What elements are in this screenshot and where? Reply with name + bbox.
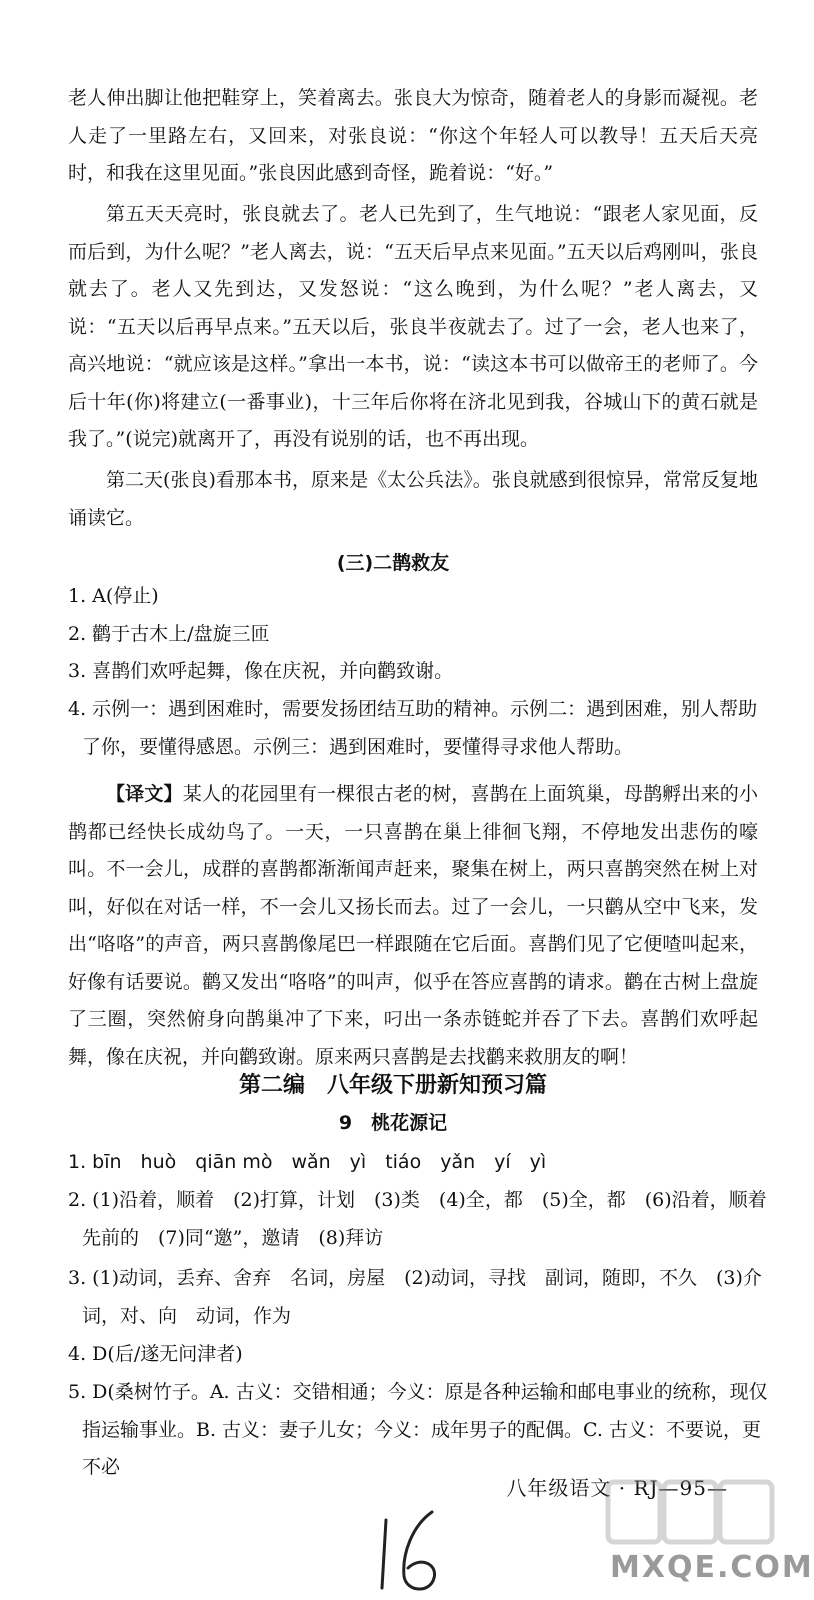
lesson-heading: 9 桃花源记 (338, 1112, 448, 1134)
translation-block (68, 776, 758, 1076)
translation-paragraph-1: 老人伸出脚让他把鞋穿上，笑着离去。张良大为惊奇，随着老人的身影而凝视。老人走了一里路左右，又回来，对张良说：“你这个年轻人可以教导！五天后天亮时，和我在这里见面。”张良因此感到奇怪，跪着说：“好。” (68, 87, 758, 184)
page-footer: 八年级语文 · RJ—95— (506, 1476, 728, 1500)
translation-tag: 【译文】 (106, 783, 183, 805)
lesson-answer-3: 3. (1)动词，丢弃、舍弃 名词，房屋 (2)动词，寻找 副词，随即，不久 (3)介词，对、向 动词，作为 (68, 1267, 762, 1327)
lesson-answer-1: 1. bīn huò qiān mò wǎn yì tiáo yǎn yí yì (68, 1151, 547, 1173)
section-heading-erque-jiuyou: (三)二鹊救友 (336, 552, 450, 574)
answer-item-2: 2. 鹳于古木上/盘旋三匝 (68, 623, 270, 645)
handwritten-page-number (372, 1506, 452, 1596)
translation-text: 某人的花园里有一棵很古老的树，喜鹊在上面筑巢，母鹊孵出来的小鹊都已经快长成幼鸟了。一天，一只喜鹊在巢上徘徊飞翔，不停地发出悲伤的嚎叫。不一会儿，成群的喜鹊都渐渐闻声赶来，聚集在树上，两只喜鹊突然在树上对叫，好似在对话一样，不一会儿又扬长而去。过了一会儿，一只鹳从空中飞来，发出“咯咯”的声音，两只喜鹊像尾巴一样跟随在它后面。喜鹊们见了它便喳叫起来，好像有话要说。鹳又发出“咯咯”的叫声，似乎在答应喜鹊的请求。鹳在古树上盘旋了三圈，突然俯身向鹊巢冲了下来，叼出一条赤链蛇并吞了下去。喜鹊们欢呼起舞，像在庆祝，并向鹳致谢。原来两只喜鹊是去找鹳来救朋友的啊！ (68, 783, 758, 1068)
lesson-answer-5: 5. D(桑树竹子。A. 古义：交错相通；今义：原是各种运输和邮电事业的统称，现仅指运输事业。B. 古义：妻子儿女；今义：成年男子的配偶。C. 古义：不要说，更不必 (68, 1381, 768, 1478)
part-heading: 第二编 八年级下册新知预习篇 (238, 1073, 547, 1098)
answer-item-4: 4. 示例一：遇到困难时，需要发扬团结互助的精神。示例二：遇到困难，别人帮助了你，要懂得感恩。示例三：遇到困难时，要懂得寻求他人帮助。 (68, 698, 758, 758)
lesson-answer-4: 4. D(后/遂无问津者) (68, 1343, 243, 1365)
watermark-text: MXQE.COM (610, 1550, 814, 1585)
lesson-answer-2: 2. (1)沿着，顺着 (2)打算，计划 (3)类 (4)全，都 (5)全，都 (6)沿着，顺着先前的 (7)同“邀”，邀请 (8)拜访 (68, 1189, 767, 1249)
translation-paragraph-3: 第二天(张良)看那本书，原来是《太公兵法》。张良就感到很惊异，常常反复地诵读它。 (68, 469, 758, 529)
answer-item-1: 1. A(停止) (68, 585, 159, 607)
answer-item-3: 3. 喜鹊们欢呼起舞，像在庆祝，并向鹳致谢。 (68, 660, 454, 682)
translation-paragraph-2: 第五天天亮时，张良就去了。老人已先到了，生气地说：“跟老人家见面，反而后到，为什么呢？”老人离去，说：“五天后早点来见面。”五天以后鸡刚叫，张良就去了。老人又先到达，又发怒说：“这么晚到，为什么呢？”老人离去，又说：“五天以后再早点来。”五天以后，张良半夜就去了。过了一会，老人也来了，高兴地说：“就应该是这样。”拿出一本书，说：“读这本书可以做帝王的老师了。今后十年(你)将建立(一番事业)，十三年后你将在济北见到我，谷城山下的黄石就是我了。”(说完)就离开了，再没有说别的话，也不再出现。 (68, 203, 758, 450)
